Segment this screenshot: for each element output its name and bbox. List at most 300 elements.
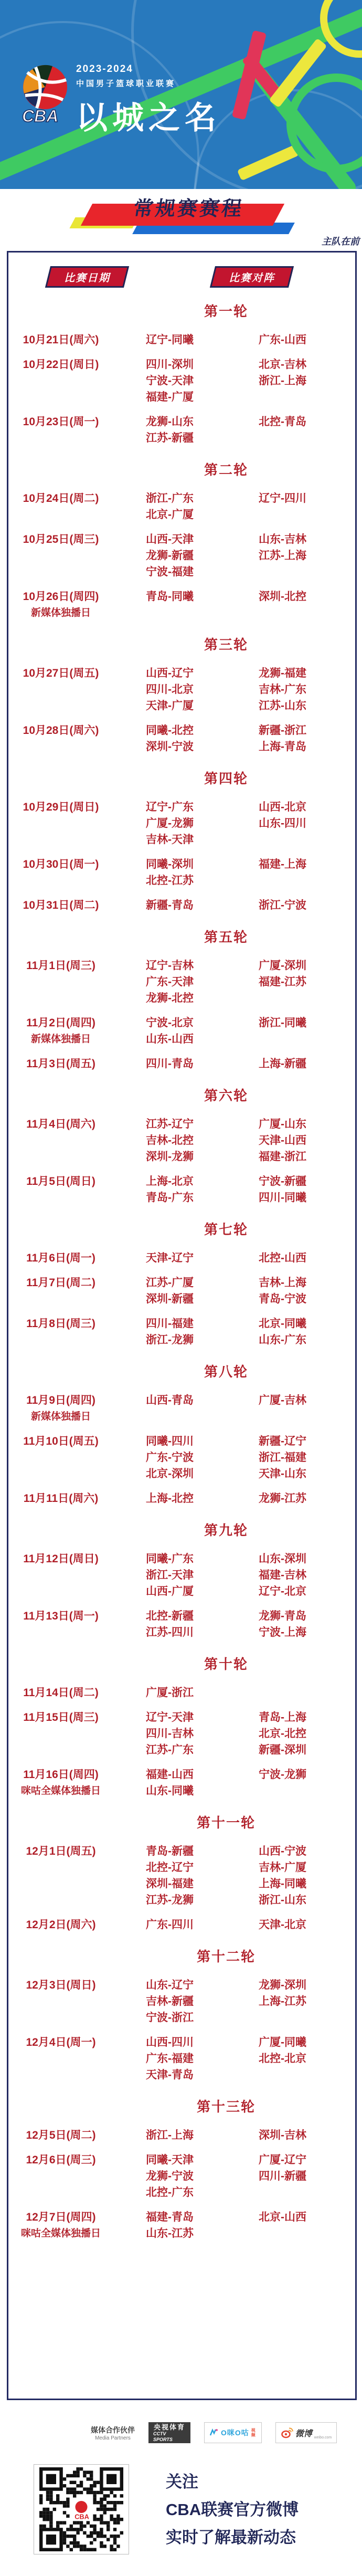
- match-item: 深圳-北控: [259, 591, 306, 603]
- match-date: 11月15日(周三): [23, 1711, 99, 1723]
- match-item: 北京-山西: [259, 2211, 306, 2223]
- match-item: 宁波-新疆: [259, 1175, 306, 1187]
- schedule-row: [8, 414, 355, 446]
- match-item: 江苏-四川: [146, 1626, 194, 1638]
- match-date: 10月22日(周日): [23, 359, 99, 371]
- match-item: 江苏-龙狮: [146, 1894, 194, 1906]
- match-item: 江苏-辽宁: [146, 1118, 194, 1130]
- season-label: 2023-2024: [76, 64, 133, 75]
- match-col-2: [226, 1490, 339, 1507]
- schedule-row: [8, 2034, 355, 2083]
- rounds-container: [8, 302, 355, 2242]
- schedule-row: [8, 1490, 355, 1507]
- date-cell: [8, 1917, 113, 1933]
- match-item: 天津-山东: [259, 1468, 306, 1480]
- match-col-1: [113, 356, 226, 405]
- match-item: 龙狮-山东: [146, 416, 194, 428]
- schedule-row: [8, 856, 355, 889]
- match-item: 新疆-辽宁: [259, 1435, 306, 1447]
- match-item: 四川-同曦: [259, 1192, 306, 1204]
- match-date: 11月13日(周一): [23, 1610, 99, 1622]
- migu-icon: [209, 2428, 219, 2437]
- match-item: 福建-青岛: [146, 2211, 194, 2223]
- match-col-2: [226, 1316, 339, 1348]
- match-item: 北控-辽宁: [146, 1862, 194, 1874]
- match-col-1: [113, 414, 226, 446]
- date-cell: [8, 1551, 113, 1600]
- match-item: 吉林-新疆: [146, 1995, 194, 2007]
- match-date: 12月7日(周四): [26, 2211, 96, 2223]
- match-col-1: [113, 1250, 226, 1266]
- match-item: 辽宁-吉林: [146, 960, 194, 972]
- match-item: 上海-同曦: [259, 1878, 306, 1890]
- qr-footer: [34, 2464, 362, 2554]
- match-item: 深圳-福建: [146, 1878, 194, 1890]
- follow-line-1: 关注: [166, 2472, 198, 2491]
- schedule-table: [7, 251, 357, 2400]
- match-date: 12月3日(周日): [26, 1979, 96, 1991]
- match-item: 天津-山西: [259, 1134, 306, 1147]
- match-item: 深圳-新疆: [146, 1293, 194, 1305]
- match-item: 广东-宁波: [146, 1452, 194, 1464]
- match-date: 11月4日(周六): [26, 1118, 95, 1130]
- match-item: 北京-同曦: [259, 1318, 306, 1330]
- match-item: 广厦-同曦: [259, 2036, 306, 2048]
- matchup-column-label: 比赛对阵: [229, 272, 275, 284]
- schedule-row: [8, 1709, 355, 1758]
- match-date: 11月2日(周四): [26, 1017, 95, 1029]
- match-item: 宁波-天津: [146, 375, 194, 387]
- match-item: 同曦-广东: [146, 1553, 194, 1565]
- cba-logo-text: CBA: [22, 107, 59, 125]
- match-date: 11月14日(周二): [23, 1687, 99, 1699]
- match-col-1: [113, 531, 226, 580]
- match-item: 宁波-北京: [146, 1017, 194, 1029]
- schedule-row: [8, 1551, 355, 1600]
- league-name: 中国男子篮球职业联赛: [76, 79, 176, 88]
- date-cell: [8, 1608, 113, 1641]
- match-item: 龙狮-福建: [259, 667, 306, 679]
- schedule-row: [8, 799, 355, 848]
- match-col-2: [226, 856, 339, 889]
- match-date: 10月31日(周二): [23, 899, 99, 911]
- partners-label-zh: 媒体合作伙伴: [91, 2425, 135, 2434]
- follow-line-2: CBA联赛官方微博: [166, 2500, 299, 2519]
- schedule-row: [8, 1685, 355, 1701]
- match-item: 北控-北京: [259, 2053, 306, 2065]
- match-col-1: [113, 490, 226, 523]
- match-item: 四川-福建: [146, 1318, 194, 1330]
- round-title: 第五轮: [204, 929, 248, 945]
- match-item: 山西-四川: [146, 2036, 194, 2048]
- match-item: 山东-江苏: [146, 2227, 194, 2239]
- match-item: 新疆-浙江: [259, 724, 306, 737]
- match-item: 山西-天津: [146, 533, 194, 545]
- schedule-row: [8, 1433, 355, 1482]
- round-title: 第六轮: [204, 1088, 248, 1103]
- match-date: 11月10日(周五): [23, 1435, 99, 1447]
- media-partners: [91, 2422, 362, 2443]
- match-item: 广厦-深圳: [259, 960, 306, 972]
- match-col-1: [113, 1392, 226, 1425]
- match-col-1: [113, 1917, 226, 1933]
- match-item: 山东-广东: [259, 1334, 306, 1346]
- date-cell: [8, 1977, 113, 2026]
- match-col-2: [226, 1917, 339, 1933]
- match-item: 江苏-广厦: [146, 1277, 194, 1289]
- match-col-1: [113, 897, 226, 913]
- match-item: 深圳-龙狮: [146, 1151, 194, 1163]
- match-item: 同曦-深圳: [146, 858, 194, 870]
- match-date: 11月5日(周日): [26, 1175, 95, 1187]
- match-item: 北京-广厦: [146, 509, 194, 521]
- match-col-2: [226, 490, 339, 523]
- match-item: 同曦-四川: [146, 1435, 194, 1447]
- header-titles: [76, 64, 221, 138]
- match-date: 12月6日(周三): [26, 2154, 96, 2166]
- cctv-logo-en: CCTV SPORTS: [153, 2431, 173, 2442]
- match-col-2: [226, 2034, 339, 2083]
- date-cell: [8, 1116, 113, 1165]
- match-item: 四川-青岛: [146, 1058, 194, 1070]
- date-cell: [8, 2209, 113, 2242]
- match-item: 上海-新疆: [259, 1058, 306, 1070]
- match-item: 北京-深圳: [146, 1468, 194, 1480]
- schedule-row: [8, 1250, 355, 1266]
- match-date: 10月24日(周二): [23, 492, 99, 504]
- match-item: 广东-福建: [146, 2053, 194, 2065]
- schedule-row: [8, 722, 355, 755]
- match-item: 广厦-龙狮: [146, 817, 194, 829]
- match-col-2: [226, 1608, 339, 1641]
- match-item: 龙狮-新疆: [146, 550, 194, 562]
- match-item: 北京-吉林: [259, 359, 306, 371]
- match-col-1: [113, 1015, 226, 1047]
- match-col-1: [113, 1977, 226, 2026]
- date-cell: [8, 588, 113, 621]
- match-item: 天津-北京: [259, 1919, 306, 1931]
- match-col-2: [226, 958, 339, 1006]
- match-item: 吉林-天津: [146, 834, 194, 846]
- match-col-2: [226, 2152, 339, 2201]
- match-col-1: [113, 1116, 226, 1165]
- schedule-row: [8, 665, 355, 714]
- match-col-1: [113, 2209, 226, 2242]
- match-item: 山西-宁波: [259, 1845, 306, 1857]
- match-col-1: [113, 1709, 226, 1758]
- round-title: 第四轮: [204, 771, 248, 786]
- match-item: 宁波-浙江: [146, 2012, 194, 2024]
- schedule-row: [8, 1977, 355, 2026]
- match-item: 天津-广厦: [146, 700, 194, 712]
- schedule-row: [8, 1917, 355, 1933]
- match-date: 12月5日(周二): [26, 2129, 96, 2141]
- broadcast-note: 咪咕全媒体独播日: [20, 2228, 101, 2239]
- match-col-1: [113, 588, 226, 621]
- match-date: 12月2日(周六): [26, 1919, 96, 1931]
- match-date: 11月6日(周一): [26, 1252, 95, 1264]
- date-cell: [8, 2034, 113, 2083]
- slogan: 以城之名: [76, 100, 221, 135]
- match-item: 山东-吉林: [259, 533, 306, 545]
- match-item: 浙江-宁波: [259, 899, 306, 911]
- cctv-sports-logo: [148, 2422, 190, 2443]
- match-col-2: [226, 2209, 339, 2242]
- match-item: 新疆-青岛: [146, 899, 194, 911]
- match-col-1: [113, 1608, 226, 1641]
- match-item: 宁波-福建: [146, 566, 194, 578]
- match-item: 福建-江苏: [259, 976, 306, 988]
- match-item: 上海-江苏: [259, 1995, 306, 2007]
- match-col-1: [113, 1685, 226, 1701]
- match-item: 辽宁-同曦: [146, 334, 194, 346]
- match-item: 龙狮-北控: [146, 992, 194, 1004]
- match-item: 龙狮-青岛: [259, 1610, 306, 1622]
- date-cell: [8, 1767, 113, 1799]
- match-date: 12月4日(周一): [26, 2036, 96, 2048]
- match-item: 山西-辽宁: [146, 667, 194, 679]
- schedule-row: [8, 1843, 355, 1908]
- date-cell: [8, 2127, 113, 2143]
- match-item: 浙江-龙狮: [146, 1334, 194, 1346]
- match-item: 新疆-深圳: [259, 1744, 306, 1756]
- match-item: 四川-北京: [146, 684, 194, 696]
- header-banner: [0, 0, 362, 189]
- match-item: 浙江-上海: [259, 375, 306, 387]
- match-item: 福建-浙江: [259, 1151, 306, 1163]
- match-item: 北控-广东: [146, 2186, 194, 2199]
- match-item: 广东-天津: [146, 976, 194, 988]
- match-item: 上海-北京: [146, 1175, 194, 1187]
- schedule-row: [8, 1056, 355, 1072]
- cba-logo: [21, 63, 73, 128]
- match-item: 广厦-山东: [259, 1118, 306, 1130]
- match-item: 山东-四川: [259, 817, 306, 829]
- match-item: 吉林-北控: [146, 1134, 194, 1147]
- match-col-1: [113, 2152, 226, 2201]
- match-item: 北控-山西: [259, 1252, 306, 1264]
- cctv-logo-zh: 央视体育: [153, 2423, 185, 2431]
- match-date: 10月25日(周三): [23, 533, 99, 545]
- broadcast-note: 新媒体独播日: [30, 1034, 91, 1045]
- match-date: 10月21日(周六): [23, 334, 99, 346]
- match-col-1: [113, 1173, 226, 1206]
- match-item: 吉林-广厦: [259, 1862, 306, 1874]
- match-item: 江苏-广东: [146, 1744, 194, 1756]
- schedule-row: [8, 1316, 355, 1348]
- date-cell: [8, 531, 113, 580]
- match-item: 四川-新疆: [259, 2170, 306, 2182]
- date-cell: [8, 1250, 113, 1266]
- match-item: 北京-北控: [259, 1728, 306, 1740]
- match-item: 龙狮-宁波: [146, 2170, 194, 2182]
- migu-video-logo: [204, 2422, 262, 2443]
- match-date: 11月16日(周四): [23, 1769, 99, 1781]
- column-headers: [48, 266, 355, 288]
- match-item: 山东-深圳: [259, 1553, 306, 1565]
- match-item: 辽宁-四川: [259, 492, 306, 504]
- round-title: 第十一轮: [196, 1815, 255, 1831]
- round-title: 第三轮: [204, 637, 248, 653]
- match-date: 11月9日(周四): [26, 1394, 95, 1406]
- match-col-1: [113, 1490, 226, 1507]
- match-col-1: [113, 1843, 226, 1908]
- match-date: 11月11日(周六): [23, 1492, 99, 1505]
- match-item: 浙江-天津: [146, 1569, 194, 1581]
- match-col-2: [226, 1116, 339, 1165]
- date-cell: [8, 356, 113, 405]
- match-col-2: [226, 665, 339, 714]
- schedule-row: [8, 958, 355, 1006]
- match-item: 深圳-宁波: [146, 741, 194, 753]
- match-col-1: [113, 2127, 226, 2143]
- match-date: 10月26日(周四): [23, 591, 99, 603]
- round-title: 第二轮: [204, 462, 248, 478]
- match-item: 上海-北控: [146, 1492, 194, 1505]
- home-team-note: 主队在前: [322, 236, 359, 247]
- date-cell: [8, 414, 113, 446]
- match-item: 江苏-上海: [259, 550, 306, 562]
- date-cell: [8, 665, 113, 714]
- svg-text:CBA: CBA: [74, 2512, 89, 2521]
- match-col-1: [113, 958, 226, 1006]
- schedule-row: [8, 2127, 355, 2143]
- match-item: 山东-同曦: [146, 1785, 194, 1797]
- matchup-column-badge: [210, 266, 294, 288]
- date-cell: [8, 1316, 113, 1348]
- schedule-row: [8, 332, 355, 348]
- match-col-2: [226, 1767, 339, 1799]
- match-item: 青岛-上海: [259, 1711, 306, 1723]
- migu-text: O咪O咕: [221, 2428, 249, 2437]
- date-cell: [8, 1709, 113, 1758]
- match-item: 浙江-广东: [146, 492, 194, 504]
- match-col-2: [226, 588, 339, 621]
- match-col-2: [226, 1433, 339, 1482]
- match-item: 龙狮-江苏: [259, 1492, 306, 1505]
- match-item: 青岛-宁波: [259, 1293, 306, 1305]
- match-date: 10月29日(周日): [23, 801, 99, 813]
- round-title: 第十二轮: [196, 1949, 255, 1964]
- match-item: 四川-吉林: [146, 1728, 194, 1740]
- match-item: 山东-山西: [146, 1033, 194, 1045]
- match-col-2: [226, 1685, 339, 1701]
- match-col-1: [113, 1316, 226, 1348]
- match-col-1: [113, 665, 226, 714]
- section-title-banner: [0, 189, 362, 251]
- date-cell: [8, 1843, 113, 1908]
- match-item: 福建-山西: [146, 1769, 194, 1781]
- schedule-row: [8, 1392, 355, 1425]
- match-col-2: [226, 799, 339, 848]
- match-col-2: [226, 1173, 339, 1206]
- migu-tag: 视频: [251, 2428, 255, 2437]
- match-date: 10月23日(周一): [23, 416, 99, 428]
- date-cell: [8, 2152, 113, 2201]
- match-item: 广厦-辽宁: [259, 2154, 306, 2166]
- date-cell: [8, 1015, 113, 1047]
- match-col-1: [113, 1275, 226, 1307]
- round-title: 第九轮: [204, 1522, 248, 1538]
- round-title: 第八轮: [204, 1364, 248, 1380]
- match-item: 辽宁-北京: [259, 1585, 306, 1597]
- follow-line-3: 实时了解最新动态: [166, 2528, 296, 2547]
- match-date: 11月8日(周三): [26, 1318, 95, 1330]
- match-item: 辽宁-广东: [146, 801, 194, 813]
- partners-label-en: Media Partners: [95, 2435, 131, 2441]
- schedule-row: [8, 897, 355, 913]
- schedule-row: [8, 490, 355, 523]
- match-col-1: [113, 2034, 226, 2083]
- date-cell: [8, 1392, 113, 1425]
- date-cell: [8, 1173, 113, 1206]
- match-col-2: [226, 531, 339, 580]
- match-item: 广厦-浙江: [146, 1687, 194, 1699]
- match-col-2: [226, 1392, 339, 1425]
- match-date: 11月3日(周五): [26, 1058, 95, 1070]
- qr-code-image: [39, 2467, 123, 2551]
- match-col-1: [113, 799, 226, 848]
- match-col-1: [113, 332, 226, 348]
- match-date: 10月28日(周六): [23, 724, 99, 737]
- match-item: 浙江-山东: [259, 1894, 306, 1906]
- date-cell: [8, 1490, 113, 1507]
- match-date: 10月27日(周五): [23, 667, 99, 679]
- match-item: 天津-青岛: [146, 2069, 194, 2081]
- match-item: 辽宁-天津: [146, 1711, 194, 1723]
- schedule-row: [8, 1275, 355, 1307]
- date-column-badge: [45, 266, 129, 288]
- schedule-row: [8, 1116, 355, 1165]
- match-item: 广厦-吉林: [259, 1394, 306, 1406]
- qr-code: [34, 2464, 129, 2554]
- round-title: 第十三轮: [196, 2099, 255, 2115]
- match-item: 山西-青岛: [146, 1394, 194, 1406]
- schedule-row: [8, 2209, 355, 2242]
- schedule-row: [8, 531, 355, 580]
- date-cell: [8, 1275, 113, 1307]
- section-title: 常规赛赛程: [132, 198, 246, 220]
- broadcast-note: 新媒体独播日: [30, 607, 91, 618]
- match-item: 天津-辽宁: [146, 1252, 194, 1264]
- match-date: 12月1日(周五): [26, 1845, 96, 1857]
- round-title: 第七轮: [204, 1222, 248, 1237]
- match-col-2: [226, 332, 339, 348]
- match-item: 广东-山西: [259, 334, 306, 346]
- match-item: 北控-新疆: [146, 1610, 194, 1622]
- match-item: 四川-深圳: [146, 359, 194, 371]
- date-cell: [8, 1056, 113, 1072]
- match-item: 青岛-广东: [146, 1192, 194, 1204]
- date-cell: [8, 856, 113, 889]
- match-item: 江苏-山东: [259, 700, 306, 712]
- match-col-2: [226, 356, 339, 405]
- schedule-row: [8, 1173, 355, 1206]
- match-col-2: [226, 414, 339, 446]
- date-cell: [8, 1433, 113, 1482]
- date-cell: [8, 490, 113, 523]
- match-item: 江苏-新疆: [146, 432, 194, 444]
- match-col-2: [226, 1551, 339, 1600]
- schedule-row: [8, 356, 355, 405]
- date-column-label: 比赛日期: [64, 272, 110, 284]
- schedule-row: [8, 1608, 355, 1641]
- match-date: 11月7日(周二): [26, 1277, 95, 1289]
- weibo-text: 微博: [295, 2429, 312, 2438]
- match-col-2: [226, 1709, 339, 1758]
- match-col-2: [226, 1977, 339, 2026]
- weibo-domain: weibo.com: [314, 2436, 332, 2440]
